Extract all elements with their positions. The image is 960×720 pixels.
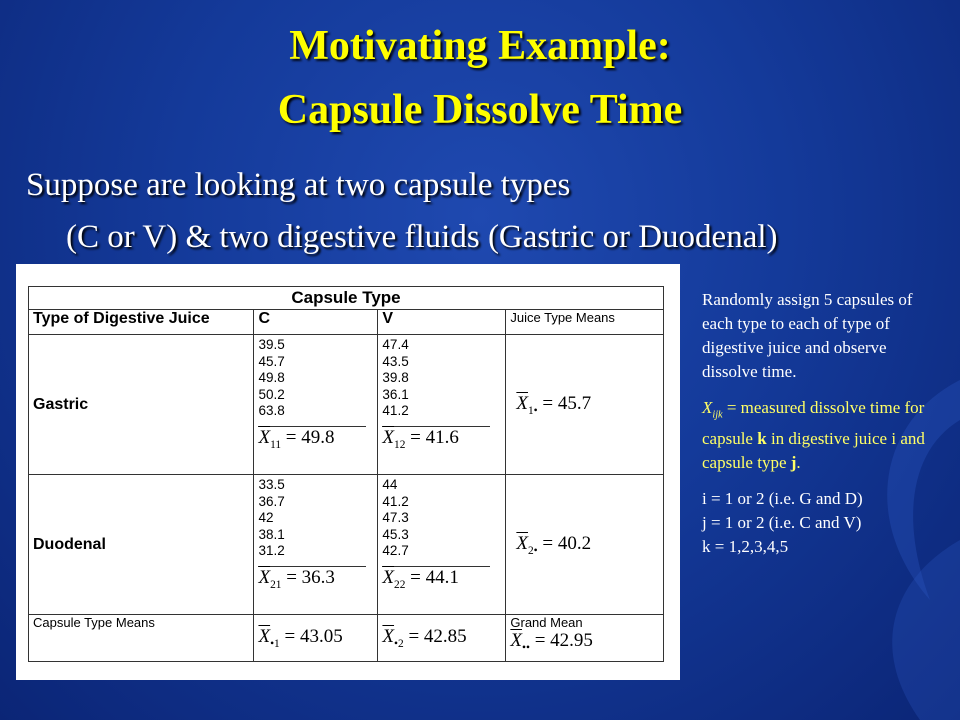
notes-index-i: i = 1 or 2 (i.e. G and D) — [702, 489, 863, 509]
col-juice-header: Type of Digestive Juice — [29, 310, 254, 335]
table-header: Capsule Type — [29, 287, 664, 310]
v-values-cell — [378, 335, 506, 475]
table-row-duodenal — [29, 475, 664, 615]
col-means-header: Juice Type Means — [506, 310, 664, 335]
notes-index-j: j = 1 or 2 (i.e. C and V) — [702, 513, 862, 533]
value: 43.5 — [382, 353, 409, 369]
juice-mean-cell: $\overline{X}_{1•} = 45.7$ — [506, 335, 664, 475]
value: 47.4 — [382, 337, 409, 352]
value: 41.2 — [382, 403, 409, 418]
subtitle-line1: Suppose are looking at two capsule types — [26, 167, 571, 203]
value: 31.2 — [258, 543, 285, 559]
data-table-image — [16, 264, 680, 680]
table-row-gastric — [29, 335, 664, 475]
value: 36.1 — [382, 386, 409, 402]
value: 63.8 — [258, 403, 285, 418]
notes-para2: $X_{ijk}$ = measured dissolve time for capsule k in digestive juice i and capsule type j. — [702, 398, 925, 473]
table-row-capsule-means — [29, 615, 664, 662]
value: 50.2 — [258, 386, 285, 402]
c-values-cell — [254, 335, 378, 475]
grand-mean-label: Grand Mean — [510, 615, 583, 631]
notes-para1: Randomly assign 5 capsules of each type to each of type of digestive juice and observe dissolve time. — [702, 290, 913, 381]
value: 39.5 — [258, 337, 285, 352]
value: 45.3 — [382, 526, 409, 542]
capsule-means-label: Capsule Type Means — [29, 615, 254, 662]
v-total-mean: $\overline{X}_{•2} = 42.85$ — [378, 615, 506, 662]
col-v-header: V — [378, 310, 506, 335]
juice-mean-cell: $\overline{X}_{2•} = 40.2$ — [506, 475, 664, 615]
value: 38.1 — [258, 526, 285, 542]
cell-mean: $\overline{X}_{21} = 36.3$ — [258, 566, 366, 593]
value: 42 — [258, 510, 274, 526]
value: 41.2 — [382, 493, 409, 509]
subtitle-line2: (C or V) & two digestive fluids (Gastric or Duodenal) — [66, 219, 778, 255]
cell-mean: $\overline{X}_{12} = 41.6$ — [382, 426, 490, 453]
col-c-header: C — [254, 310, 378, 335]
cell-mean: $\overline{X}_{11} = 49.8$ — [258, 426, 366, 453]
row-label: Gastric — [29, 335, 254, 475]
value: 49.8 — [258, 370, 285, 385]
notes-index-k: k = 1,2,3,4,5 — [702, 537, 789, 557]
capsule-table — [28, 286, 664, 662]
row-label: Duodenal — [29, 475, 254, 615]
slide-title-line1: Motivating Example: — [289, 23, 671, 69]
grand-mean-value: $\overline{X}_{••} = 42.95$ — [510, 630, 593, 654]
grand-mean-cell — [506, 615, 664, 662]
value: 36.7 — [258, 493, 285, 509]
value: 44 — [382, 477, 398, 493]
c-total-mean: $\overline{X}_{•1} = 43.05$ — [254, 615, 378, 662]
v-values-cell — [378, 475, 506, 615]
slide-title-line2: Capsule Dissolve Time — [277, 87, 683, 133]
notes-panel — [702, 288, 942, 559]
value: 45.7 — [258, 353, 285, 369]
value: 42.7 — [382, 543, 409, 559]
cell-mean: $\overline{X}_{22} = 44.1$ — [382, 566, 490, 593]
value: 33.5 — [258, 477, 285, 493]
value: 47.3 — [382, 510, 409, 526]
c-values-cell — [254, 475, 378, 615]
value: 39.8 — [382, 370, 409, 385]
